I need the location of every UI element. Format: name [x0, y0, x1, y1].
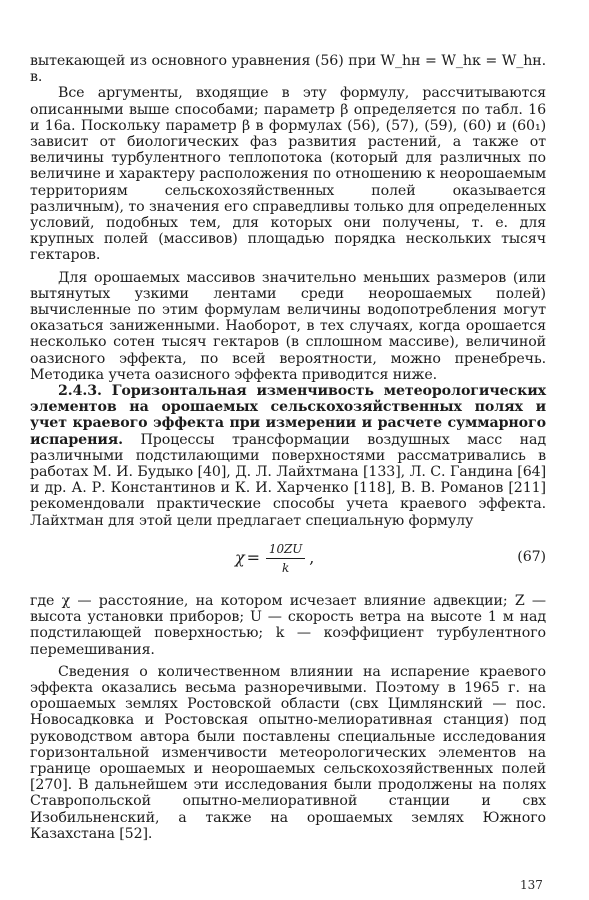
page-number: 137 [520, 878, 543, 892]
formula-expression [235, 541, 314, 576]
formula-number: (67) [517, 548, 546, 565]
paragraph-irrigated-arrays: Для орошаемых массивов значительно меньших размеров (или вытянутых узкими лентами среди неорошаемых полей) вычисленные по этим формулам величины водопотребления могут оказаться заниженными. Наоборот, в тех случаях, когда орошается несколько сотен тысяч гектаров (в сплошном массиве), величиной оазисного эффекта, по всей вероятности, можно пренебречь. Методика учета оазисного эффекта приводится ниже. [30, 269, 546, 383]
paragraph-edge-effect: Сведения о количественном влиянии на испарение краевого эффекта оказались весьма разноречивыми. Поэтому в 1965 г. на орошаемых землях Ростовской области (свх Цимлянский — пос. Новосадковка и Ростовская опытно-мелиоративная станция) под руководством автора были поставлены специальные исследования горизонтальной изменчивости метеорологических элементов на границе орошаемых и неорошаемых сельскохозяйственных полей [270]. В дальнейшем эти исследования были продолжены на полях Ставропольской опытно-мелиоративной станции и свх Изобильненский, а также на орошаемых землях Южного Казахстана [52]. [30, 663, 546, 842]
formula-67 [30, 531, 546, 587]
page-body [30, 53, 546, 842]
formula-denominator: k [282, 561, 290, 576]
paragraph-definitions: где χ — расстояние, на котором исчезает влияние адвекции; Z — высота установки приборов; U — скорость ветра на высоте 1 м над подстилающей поверхностью; k — коэффициент турбулентного перемешивания. [30, 592, 546, 658]
paragraph-arguments: Все аргументы, входящие в эту формулу, рассчитываются описанными выше способами; параметр β определяется по табл. 16 и 16а. Поскольку параметр β в формулах (56), (57), (59), (60) и (60₁) зависит от биологических фаз развития растений, а также от величины турбулентного теплопотока (который для различных по величине и характеру расположения по отношению к неорошаемым территориям сельскохозяйственных полей оказывается различным), то значения его справедливы только для определенных условий, подобных тем, для которых они получены, т. е. для крупных полей (массивов) площадью порядка нескольких тысяч гектаров. [30, 85, 546, 264]
formula-lhs: χ [235, 548, 245, 568]
formula-fraction [266, 541, 305, 576]
section-heading: 2.4.3. Горизонтальная изменчивость метеорологических элементов на орошаемых сельскохозяйственных полях и учет краевого эффекта при измерении и расчете суммарного испарения. [30, 383, 546, 448]
formula-trail: , [309, 548, 315, 568]
paragraph-continuation: вытекающей из основного уравнения (56) при W_hн = W_hк = W_hн. в. [30, 53, 546, 86]
section-body: Процессы трансформации воздушных масс над различными подстилающими поверхностями рассматривались в работах М. И. Будыко [40], Д. Л. Лайхтмана [133], Л. С. Гандина [64] и др. А. Р. Константинов и К. И. Харченко [118], В. В. Романов [211] рекомендовали практические способы учета краевого эффекта. Лайхтман для этой цели предлагает специальную формулу [30, 431, 546, 529]
formula-numerator: 10ZU [266, 541, 305, 559]
formula-equals: = [246, 548, 260, 568]
paragraph-section-2-4-3 [30, 383, 546, 529]
